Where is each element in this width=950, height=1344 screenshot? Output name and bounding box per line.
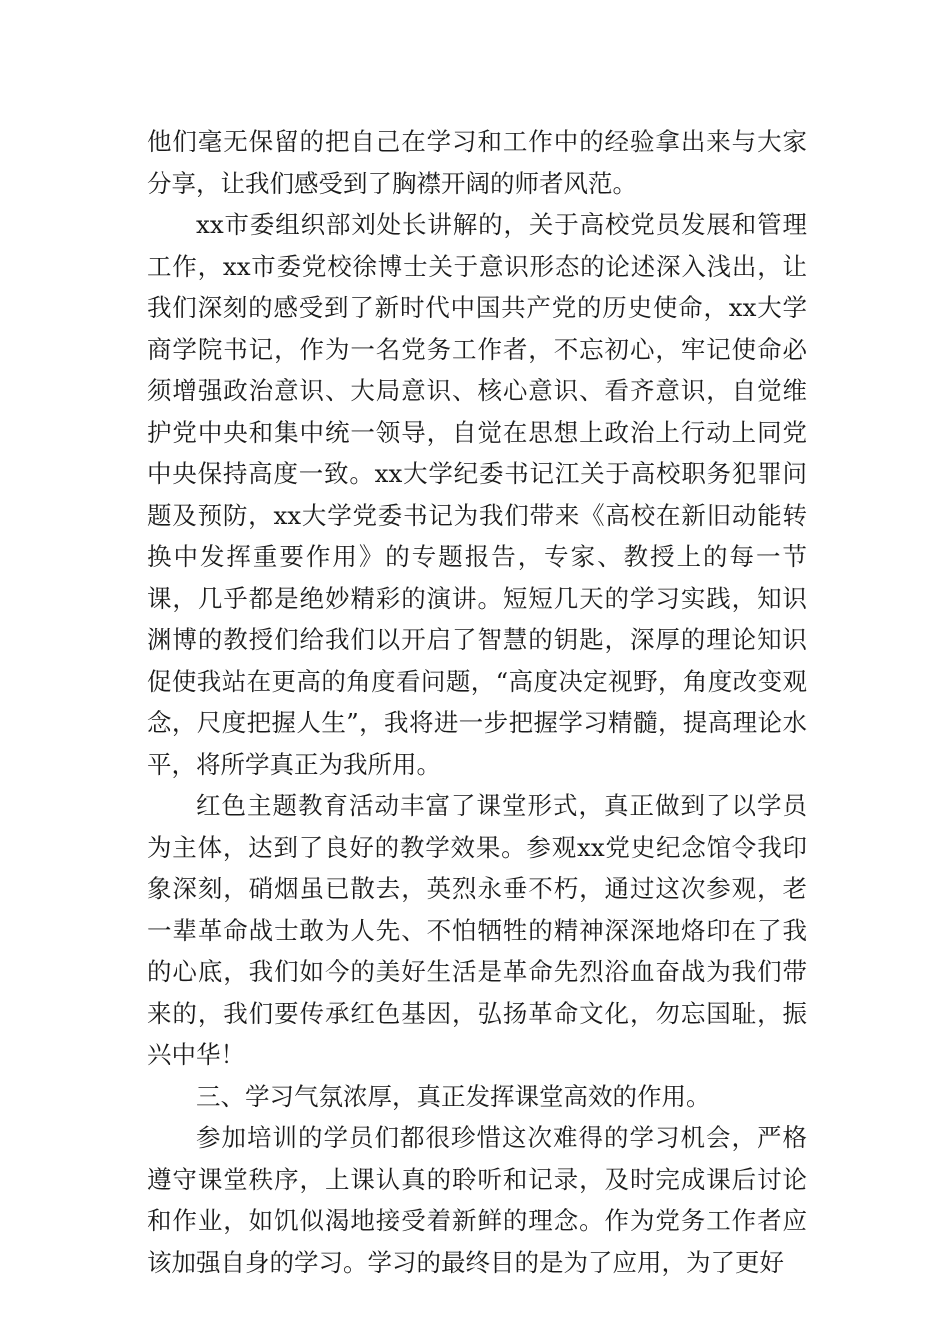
- paragraph-red-education: 红色主题教育活动丰富了课堂形式，真正做到了以学员为主体，达到了良好的教学效果。参观xx党史纪念馆令我印象深刻，硝烟虽已散去，英烈永垂不朽，通过这次参观，老一辈革命战士敢为人先、不怕牺牲的精神深深地烙印在了我的心底，我们如今的美好生活是革命先烈浴血奋战为我们带来的，我们要传承红色基因，弘扬革命文化，勿忘国耻，振兴中华！: [147, 791, 807, 1069]
- paragraph-lectures: xx市委组织部刘处长讲解的，关于高校党员发展和管理工作，xx市委党校徐博士关于意识形态的论述深入浅出，让我们深刻的感受到了新时代中国共产党的历史使命，xx大学商学院书记，作为一名党务工作者，不忘初心，牢记使命必须增强政治意识、大局意识、核心意识、看齐意识，自觉维护党中央和集中统一领导，自觉在思想上政治上行动上同党中央保持高度一致。xx大学纪委书记江关于高校职务犯罪问题及预防，xx大学党委书记为我们带来《高校在新旧动能转换中发挥重要作用》的专题报告，专家、教授上的每一节课，几乎都是绝妙精彩的演讲。短短几天的学习实践，知识渊博的教授们给我们以开启了智慧的钥匙，深厚的理论知识促使我站在更高的角度看问题，“高度决定视野，角度改变观念，尺度把握人生”，我将进一步把握学习精髓，提高理论水平，将所学真正为我所用。: [147, 210, 807, 779]
- document-body: [147, 121, 807, 1283]
- paragraph-study-atmosphere: 参加培训的学员们都很珍惜这次难得的学习机会，严格遵守课堂秩序，上课认真的聆听和记录，及时完成课后讨论和作业，如饥似渴地接受着新鲜的理念。作为党务工作者应该加强自身的学习。学习的最终目的是为了应用，为了更好: [147, 1123, 807, 1277]
- paragraph-continuation: 他们毫无保留的把自己在学习和工作中的经验拿出来与大家分享，让我们感受到了胸襟开阔的师者风范。: [147, 127, 807, 198]
- section-heading-three: 三、学习气氛浓厚，真正发挥课堂高效的作用。: [196, 1081, 711, 1111]
